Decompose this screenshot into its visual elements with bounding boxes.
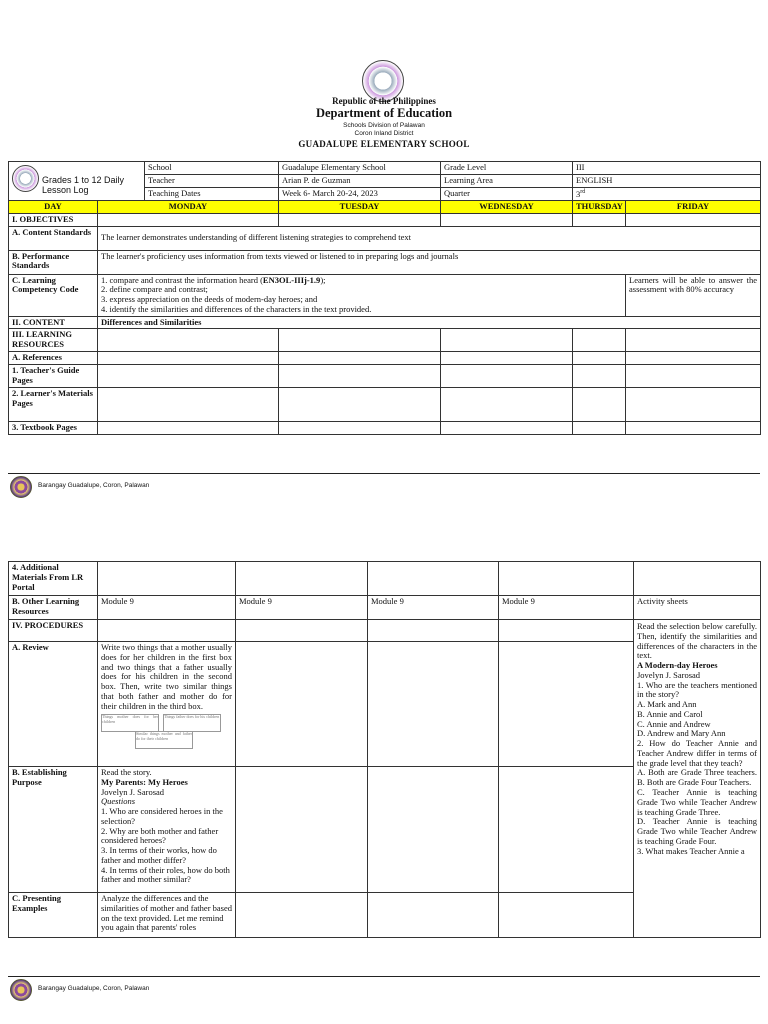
other-thursday: Module 9 xyxy=(499,596,634,620)
competency-1-end: ); xyxy=(320,274,326,285)
district-line: Coron Inland District xyxy=(354,130,414,137)
friday-q2-c: C. Teacher Annie is teaching Grade Two while Teacher Andrew is teaching Grade Three. xyxy=(637,787,757,817)
friday-q1: 1. Who are the teachers mentioned in the story? xyxy=(637,679,757,700)
purpose-q3: 3. In terms of their works, how do father and mother differ? xyxy=(101,845,217,865)
republic-line: Republic of the Philippines xyxy=(332,96,436,106)
lesson-log-table-page1 xyxy=(8,161,761,435)
competency-text xyxy=(98,274,626,316)
review-instructions: Write two things that a mother usually does for her children in the first box and two things that a father usually does for his children in the second box. Then, write two similar things that both father and mother do for their children in the third box. xyxy=(101,642,232,711)
competency-4: 4. identify the similarities and differences of the characters in the text provided. xyxy=(101,303,372,314)
purpose-q2: 2. Why are both mother and father considered heroes? xyxy=(101,825,219,846)
friday-story-author: Jovelyn J. Sarosad xyxy=(637,669,701,680)
establishing-purpose-label: B. Establishing Purpose xyxy=(9,767,98,893)
competency-1-text: 1. compare and contrast the information heard ( xyxy=(101,274,263,285)
thursday-header: THURSDAY xyxy=(573,201,626,214)
learning-resources-label: III. LEARNING RESOURCES xyxy=(9,329,98,352)
similar-box: Similar things mother and father do for their children xyxy=(135,731,193,749)
review-monday xyxy=(98,642,236,767)
learners-materials-label: 2. Learner's Materials Pages xyxy=(9,388,98,422)
friday-header: FRIDAY xyxy=(626,201,761,214)
competency-code: EN3OL-IIIj-1.9 xyxy=(262,274,321,285)
friday-q1-d: D. Andrew and Mary Ann xyxy=(637,728,726,739)
other-tuesday: Module 9 xyxy=(236,596,368,620)
review-label: A. Review xyxy=(9,642,98,767)
competency-friday: Learners will be able to answer the assessment with 80% accuracy xyxy=(626,274,761,316)
wednesday-header: WEDNESDAY xyxy=(441,201,573,214)
friday-story-title: A Modern-day Heroes xyxy=(637,660,718,671)
footer-address-2: Barangay Guadalupe, Coron, Palawan xyxy=(38,985,150,992)
content-label: II. CONTENT xyxy=(9,316,98,329)
friday-q2-d: D. Teacher Annie is teaching Grade Two while Teacher Andrew is teaching Grade Four. xyxy=(637,816,757,846)
performance-standards-text: The learner's proficiency uses information from texts viewed or listened to in preparing logs and journals xyxy=(98,250,761,274)
friday-q1-a: A. Mark and Ann xyxy=(637,699,697,710)
barangay-logo xyxy=(10,476,32,498)
purpose-story-title: My Parents: My Heroes xyxy=(101,776,188,787)
procedures-label: IV. PROCEDURES xyxy=(9,620,98,642)
footer-divider xyxy=(8,473,760,474)
father-box: Things father does for his children xyxy=(163,714,221,732)
competency-2: 2. define compare and contrast; xyxy=(101,284,208,295)
objectives-label: I. OBJECTIVES xyxy=(9,213,98,226)
content-text: Differences and Similarities xyxy=(98,316,761,329)
purpose-read: Read the story. xyxy=(101,767,152,777)
monday-header: MONDAY xyxy=(98,201,279,214)
examples-monday: Analyze the differences and the similarities of mother and father based on the text provided. Let me remind you again that parents' roles xyxy=(98,893,236,938)
teacher-value: Arian P. de Guzman xyxy=(279,174,441,187)
school-title: GUADALUPE ELEMENTARY SCHOOL xyxy=(298,139,470,149)
barangay-logo-2 xyxy=(10,979,32,1001)
other-resources-label: B. Other Learning Resources xyxy=(9,596,98,620)
school-value: Guadalupe Elementary School xyxy=(279,162,441,175)
grade-value: III xyxy=(573,162,761,175)
lesson-log-table-page2 xyxy=(8,561,761,938)
other-monday: Module 9 xyxy=(98,596,236,620)
dates-value: Week 6- March 20-24, 2023 xyxy=(279,187,441,201)
quarter-number: 3 xyxy=(576,188,581,199)
friday-q2-ab: A. Both are Grade Three teachers. B. Both are Grade Four Teachers. xyxy=(637,767,757,788)
other-wednesday: Module 9 xyxy=(368,596,499,620)
area-value: ENGLISH xyxy=(573,174,761,187)
teacher-label: Teacher xyxy=(145,174,279,187)
log-title-cell xyxy=(9,162,145,201)
other-friday: Activity sheets xyxy=(634,596,761,620)
dates-label: Teaching Dates xyxy=(145,187,279,201)
area-label: Learning Area xyxy=(441,174,573,187)
competency-label: C. Learning Competency Code xyxy=(9,274,98,316)
friday-q1-b: B. Annie and Carol xyxy=(637,708,703,719)
grade-label: Grade Level xyxy=(441,162,573,175)
department-title: Department of Education xyxy=(315,106,453,120)
purpose-story-author: Jovelyn J. Sarosad xyxy=(101,786,165,797)
tuesday-header: TUESDAY xyxy=(279,201,441,214)
references-label: A. References xyxy=(9,352,98,365)
presenting-examples-label: C. Presenting Examples xyxy=(9,893,98,938)
deped-small-seal xyxy=(12,165,39,192)
competency-3: 3. express appreciation on the deeds of modern-day heroes; and xyxy=(101,294,318,305)
content-standards-label: A. Content Standards xyxy=(9,226,98,250)
purpose-monday xyxy=(98,767,236,893)
textbook-label: 3. Textbook Pages xyxy=(9,422,98,435)
mother-box: Things mother does for her children xyxy=(101,714,159,732)
region-line: Schools Division of Palawan xyxy=(343,122,425,129)
quarter-label: Quarter xyxy=(441,187,573,201)
footer-address: Barangay Guadalupe, Coron, Palawan xyxy=(38,482,150,489)
footer-divider-2 xyxy=(8,976,760,977)
day-header: DAY xyxy=(9,201,98,214)
purpose-q1: 1. Who are considered heroes in the selection? xyxy=(101,806,223,826)
friday-q1-c: C. Annie and Andrew xyxy=(637,718,711,729)
quarter-value xyxy=(573,187,761,201)
purpose-questions-heading: Questions xyxy=(101,796,135,807)
friday-q2: 2. How do Teacher Annie and Teacher Andrew differ in terms of the grade level that they teach? xyxy=(637,738,757,768)
log-title: Grades 1 to 12 Daily Lesson Log xyxy=(42,175,125,196)
school-label: School xyxy=(145,162,279,175)
venn-boxes xyxy=(101,714,232,750)
purpose-q4: 4. In terms of their roles, how do both father and mother similar? xyxy=(101,864,230,885)
additional-materials-label: 4. Additional Materials From LR Portal xyxy=(9,562,98,596)
performance-standards-label: B. Performance Standards xyxy=(9,250,98,274)
friday-intro: Read the selection below carefully. Then, identify the similarities and differences of the characters in the text. xyxy=(637,621,757,661)
teachers-guide-label: 1. Teacher's Guide Pages xyxy=(9,365,98,388)
content-standards-text: The learner demonstrates understanding of different listening strategies to comprehend text xyxy=(98,226,761,250)
friday-assessment xyxy=(634,620,761,938)
quarter-sup: rd xyxy=(580,188,586,195)
friday-q3: 3. What makes Teacher Annie a xyxy=(637,845,745,856)
